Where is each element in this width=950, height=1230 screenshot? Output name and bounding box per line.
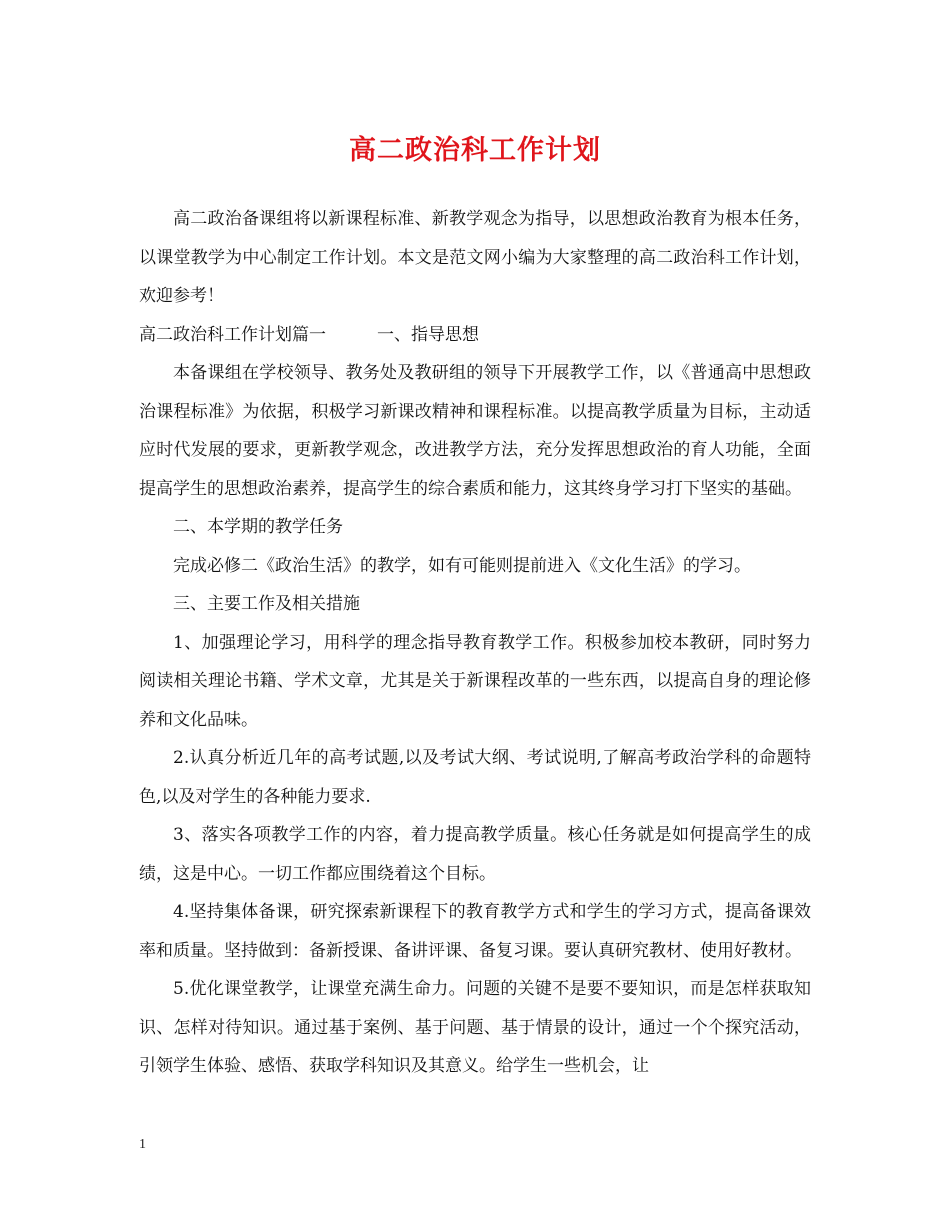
measure-item-4: 4.坚持集体备课，研究探索新课程下的教育教学方式和学生的学习方式，提高备课效率和质量。坚持做到：备新授课、备讲评课、备复习课。要认真研究教材、使用好教材。 (139, 902, 811, 961)
document-title: 高二政治科工作计划 (349, 135, 601, 166)
guiding-thought-paragraph: 本备课组在学校领导、教务处及教研组的领导下开展教学工作，以《普通高中思想政治课程标准》为依据，积极学习新课改精神和课程标准。以提高教学质量为目标，主动适应时代发展的要求，更新教学观念，改进教学方法，充分发挥思想政治的育人功能，全面提高学生的思想政治素养，提高学生的综合素质和能力，这其终身学习打下坚实的基础。 (139, 363, 811, 499)
intro-paragraph: 高二政治备课组将以新课程标准、新教学观念为指导，以思想政治教育为根本任务，以课堂教学为中心制定工作计划。本文是范文网小编为大家整理的高二政治科工作计划，欢迎参考！ (139, 209, 811, 306)
tasks-paragraph: 完成必修二《政治生活》的教学，如有可能则提前进入《文化生活》的学习。 (173, 555, 751, 576)
measure-item-5: 5.优化课堂教学，让课堂充满生命力。问题的关键不是要不要知识，而是怎样获取知识、怎样对待知识。通过基于案例、基于问题、基于情景的设计，通过一个个探究活动，引领学生体验、感悟、获取学科知识及其意义。给学生一些机会，让 (139, 979, 811, 1076)
measure-item-2: 2.认真分析近几年的高考试题,以及考试大纲、考试说明,了解高考政治学科的命题特色,以及对学生的各种能力要求. (139, 748, 811, 807)
measure-item-1: 1、加强理论学习，用科学的理念指导教育教学工作。积极参加校本教研，同时努力阅读相关理论书籍、学术文章，尤其是关于新课程改革的一些东西，以提高自身的理论修养和文化品味。 (139, 632, 811, 730)
measures-heading: 三、主要工作及相关措施 (173, 594, 360, 614)
document-body (139, 200, 811, 1086)
measure-item-3: 3、落实各项教学工作的内容，着力提高教学质量。核心任务就是如何提高学生的成绩，这是中心。一切工作都应围绕着这个目标。 (139, 825, 811, 884)
tasks-heading: 二、本学期的教学任务 (173, 517, 343, 537)
section-heading: 高二政治科工作计划篇一 一、指导思想 (139, 324, 479, 345)
page-number: 1 (139, 1137, 146, 1152)
